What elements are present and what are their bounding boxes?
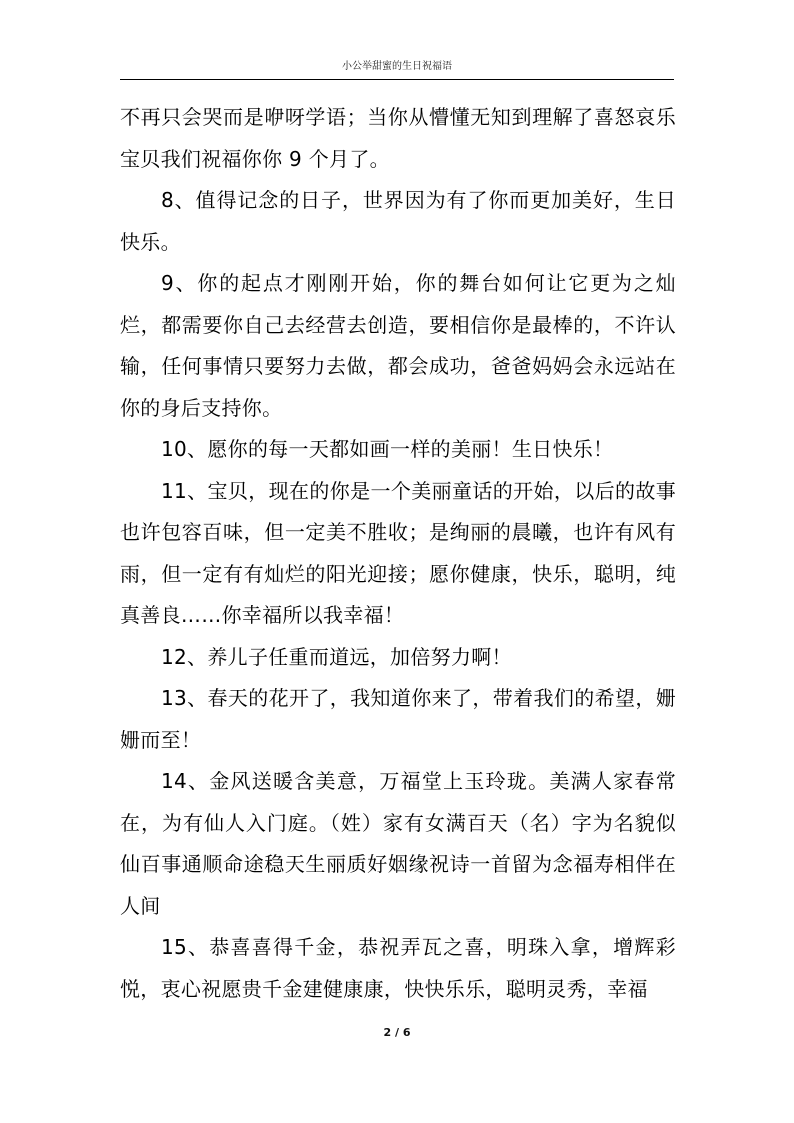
paragraph-item-11: 11、宝贝，现在的你是一个美丽童话的开始，以后的故事也许包容百味，但一定美不胜收；是绚丽的晨曦，也许有风有雨，但一定有有灿烂的阳光迎接；愿你健康，快乐，聪明，纯真善良……你幸福所以我幸福！ [120,478,676,627]
page-header: 小公举甜蜜的生日祝福语 [342,61,452,72]
paragraph-item-9: 9、你的起点才刚刚开始，你的舞台如何让它更为之灿烂，都需要你自己去经营去创造，要相信你是最棒的，不许认输，任何事情只要努力去做，都会成功，爸爸妈妈会永远站在你的身后支持你。 [120,271,676,420]
paragraph-item-15: 15、恭喜喜得千金，恭祝弄瓦之喜，明珠入拿，增辉彩悦，衷心祝愿贵千金建健康康，快快乐乐，聪明灵秀，幸福 [120,935,676,1001]
header-divider [120,79,674,80]
paragraph-item-14: 14、金风送暖含美意，万福堂上玉玲珑。美满人家春常在，为有仙人入门庭。（姓）家有女满百天（名）字为名貌似仙百事通顺命途稳天生丽质好姻缘祝诗一首留为念福寿相伴在人间 [120,769,676,918]
paragraph-item-8: 8、值得记念的日子，世界因为有了你而更加美好，生日快乐。 [120,188,676,254]
document-body [120,97,676,1010]
paragraph-continuation: 不再只会哭而是咿呀学语；当你从懵懂无知到理解了喜怒哀乐宝贝我们祝福你你 9 个月了。 [120,105,676,171]
paragraph-item-10: 10、愿你的每一天都如画一样的美丽！生日快乐！ [161,437,614,461]
paragraph-item-13: 13、春天的花开了，我知道你来了，带着我们的希望，姗姗而至！ [120,686,676,752]
paragraph-item-12: 12、养儿子任重而道远，加倍努力啊！ [161,644,512,669]
page-number: 2 / 6 [383,1026,411,1039]
